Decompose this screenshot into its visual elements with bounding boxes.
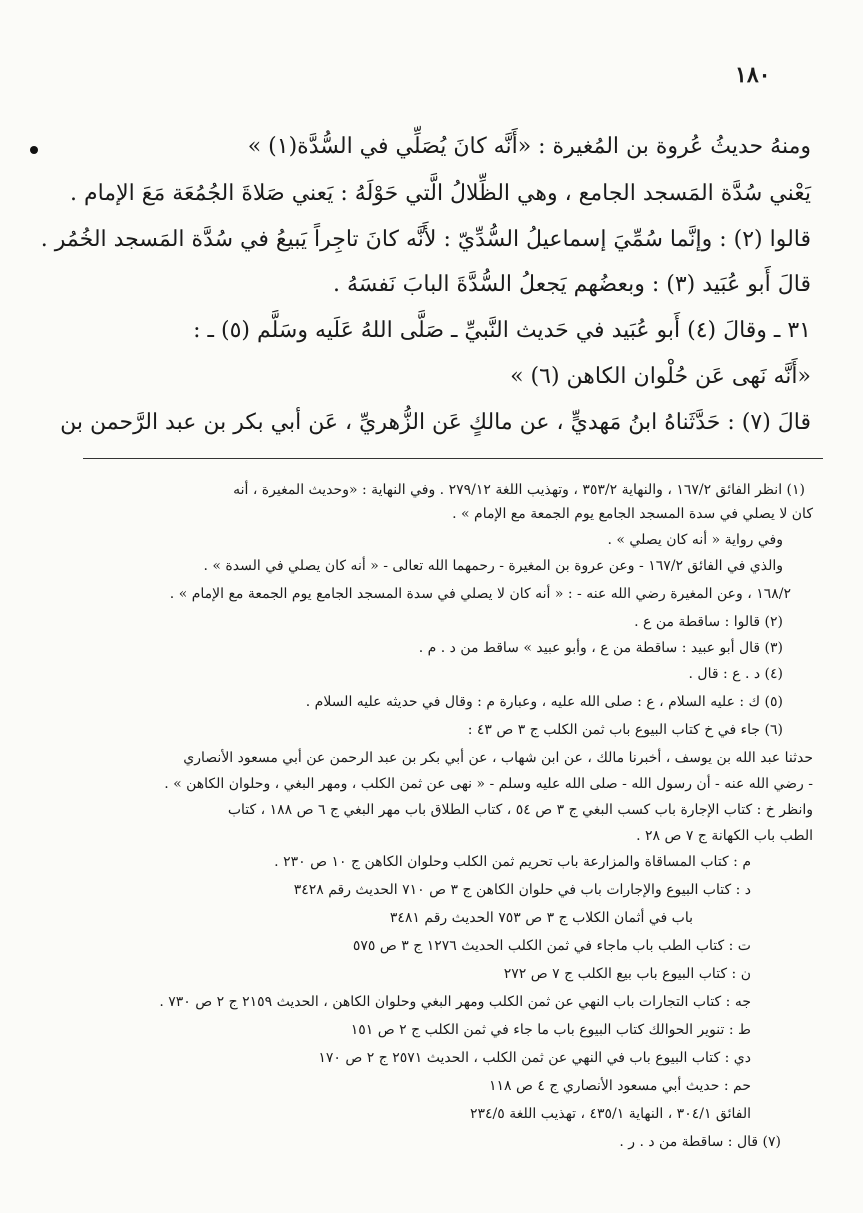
page-number: ١٨٠ bbox=[735, 62, 771, 88]
footnote-line: م : كتاب المساقاة والمزارعة باب تحريم ثمن الكلب وحلوان الكاهن ج ١٠ ص ٢٣٠ . bbox=[274, 854, 751, 870]
footnote-line: (٣) قال أبو عبيد : ساقطة من ع ، وأبو عبيد » ساقط من د . م . bbox=[418, 640, 783, 656]
footnote-line: د : كتاب البيوع والإجارات باب في حلوان الكاهن ج ٣ ص ٧١٠ الحديث رقم ٣٤٢٨ bbox=[293, 882, 751, 898]
footnote-line: (٧) قال : ساقطة من د . ر . bbox=[619, 1134, 781, 1150]
footnote-line: الطب باب الكهانة ج ٧ ص ٢٨ . bbox=[636, 828, 813, 844]
footnote-line: جه : كتاب التجارات باب النهي عن ثمن الكلب ومهر البغي وحلوان الكاهن ، الحديث ٢١٥٩ ج ٢ ص ٧٣٠ . bbox=[159, 994, 751, 1010]
footnote-line: (٦) جاء في خ كتاب البيوع باب ثمن الكلب ج ٣ ص ٤٣ : bbox=[467, 722, 783, 738]
main-text-line: قالوا (٢) : وإنَّما سُمِّيَ إسماعيلُ السُّدِّيّ : لأَنَّه كانَ تاجِراً يَبيعُ في سُدَّة المَسجد الخُمُر . bbox=[40, 227, 811, 252]
footnote-line: (٥) ك : عليه السلام ، ع : صلى الله عليه ، وعبارة م : وقال في حديثه عليه السلام . bbox=[305, 694, 783, 710]
footnote-line: دي : كتاب البيوع باب في النهي عن ثمن الكلب ، الحديث ٢٥٧١ ج ٢ ص ١٧٠ bbox=[318, 1050, 751, 1066]
main-text-line: ٣١ ـ وقالَ (٤) أَبو عُبَيد في حَديث النَّبيِّ ـ صَلَّى اللهُ عَلَيه وسَلَّم (٥) ـ : bbox=[193, 318, 811, 343]
footnote-line: ١٦٨/٢ ، وعن المغيرة رضي الله عنه - : « أنه كان لا يصلي في سدة المسجد الجامع يوم الجمعة مع الإمام » . bbox=[169, 586, 791, 602]
footnote-line: (٤) د . ع : قال . bbox=[688, 666, 783, 682]
footnote-line: كان لا يصلي في سدة المسجد الجامع يوم الجمعة مع الإمام » . bbox=[452, 506, 813, 522]
footnote-line: حم : حديث أبي مسعود الأنصاري ج ٤ ص ١١٨ bbox=[488, 1078, 751, 1094]
main-text-line: ومنهُ حديثُ عُروة بن المُغيرة : «أَنَّه كانَ يُصَلِّي في السُّدَّة(١) » bbox=[247, 134, 811, 159]
main-text-line: يَعْني سُدَّة المَسجد الجامع ، وهي الظِّلالُ الَّتي حَوْلَهُ : يَعني صَلاةَ الجُمُعَة مَعَ الإمام . bbox=[70, 181, 811, 206]
footnote-line: (٢) قالوا : ساقطة من ع . bbox=[634, 614, 783, 630]
main-text-line: قالَ أَبو عُبَيد (٣) : وبعضُهم يَجعلُ السُّدَّةَ البابَ نَفسَهُ . bbox=[333, 272, 811, 297]
main-text-line: «أَنَّه نَهى عَن حُلْوان الكاهن (٦) » bbox=[510, 364, 811, 389]
margin-dot bbox=[30, 146, 38, 154]
footnote-line: الفائق ٣٠٤/١ ، النهاية ٤٣٥/١ ، تهذيب اللغة ٢٣٤/٥ bbox=[469, 1106, 751, 1122]
footnote-line: وانظر خ : كتاب الإجارة باب كسب البغي ج ٣ ص ٥٤ ، كتاب الطلاق باب مهر البغي ج ٦ ص ١٨٨ ، كتاب bbox=[227, 802, 813, 818]
footnote-line: ن : كتاب البيوع باب بيع الكلب ج ٧ ص ٢٧٢ bbox=[503, 966, 751, 982]
footnote-line: ط : تنوير الحوالك كتاب البيوع باب ما جاء في ثمن الكلب ج ٢ ص ١٥١ bbox=[350, 1022, 751, 1038]
footnote-line: وفي رواية « أنه كان يصلي » . bbox=[607, 532, 783, 548]
footnote-line: والذي في الفائق ١٦٧/٢ - وعن عروة بن المغيرة - رحمهما الله تعالى - « أنه كان يصلي في السدة » . bbox=[203, 558, 783, 574]
footnote-line: ت : كتاب الطب باب ماجاء في ثمن الكلب الحديث ١٢٧٦ ج ٣ ص ٥٧٥ bbox=[352, 938, 751, 954]
footnote-line: باب في أثمان الكلاب ج ٣ ص ٧٥٣ الحديث رقم ٣٤٨١ bbox=[389, 910, 693, 926]
footnote-line: - رضي الله عنه - أن رسول الله - صلى الله عليه وسلم - « نهى عن ثمن الكلب ، ومهر البغي ، وحلوان الكاهن » . bbox=[164, 776, 813, 792]
footnote-separator bbox=[83, 458, 823, 459]
main-text-line: قالَ (٧) : حَدَّثَناهُ ابنُ مَهديٍّ ، عن مالكٍ عَن الزُّهريِّ ، عَن أبي بكر بن عبد الرَّحمن بن bbox=[60, 410, 811, 435]
footnote-line: حدثنا عبد الله بن يوسف ، أخبرنا مالك ، عن ابن شهاب ، عن أبي بكر بن عبد الرحمن عن أبي مسعود الأنصاري bbox=[183, 750, 813, 766]
footnote-line: (١) انظر الفائق ١٦٧/٢ ، والنهاية ٣٥٣/٢ ، وتهذيب اللغة ٢٧٩/١٢ . وفي النهاية : «وحديث المغيرة ، أنه bbox=[233, 482, 805, 498]
